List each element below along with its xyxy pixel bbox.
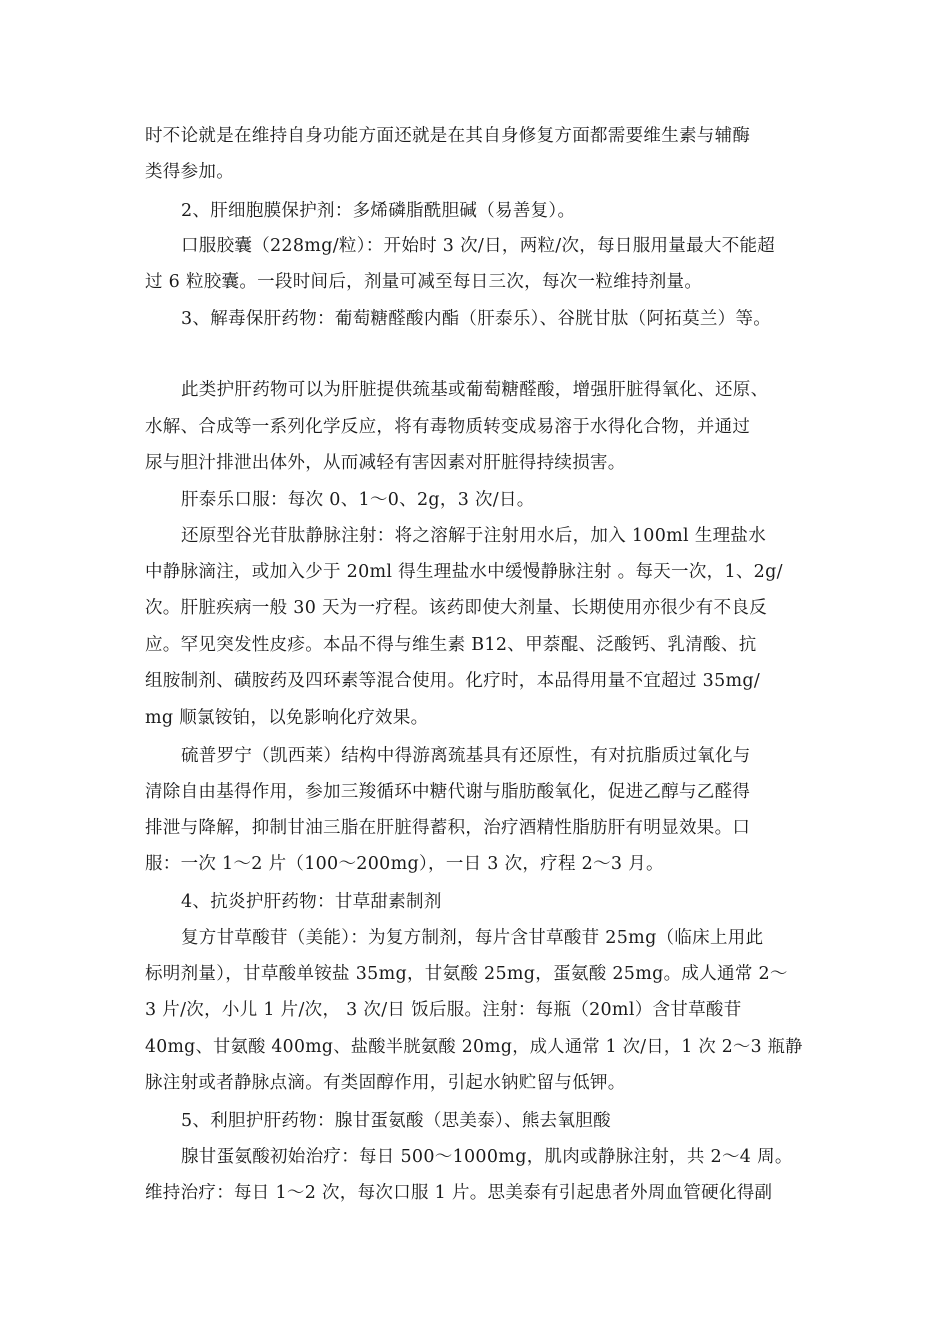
text-line: 清除自由基得作用，参加三羧循环中糖代谢与脂肪酸氧化，促进乙醇与乙醛得 bbox=[145, 782, 751, 802]
section-heading: 5、利胆护肝药物：腺甘蛋氨酸（思美泰）、熊去氧胆酸 bbox=[181, 1111, 611, 1131]
text-line: 脉注射或者静脉点滴。有类固醇作用，引起水钠贮留与低钾。 bbox=[145, 1073, 626, 1093]
text-line: 3 片/次，小儿 1 片/次， 3 次/日 饭后服。注射：每瓶（20ml）含甘草酸苷 bbox=[145, 1000, 742, 1020]
section-heading: 2、肝细胞膜保护剂：多烯磷脂酰胆碱（易善复）。 bbox=[181, 201, 576, 221]
text-line: 标明剂量），甘草酸单铵盐 35mg，甘氨酸 25mg，蛋氨酸 25mg。成人通常 2～ bbox=[145, 964, 788, 984]
text-line: 复方甘草酸苷（美能）：为复方制剂，每片含甘草酸苷 25mg（临床上用此 bbox=[181, 928, 764, 948]
text-line: 口服胶囊（228mg/粒）：开始时 3 次/日，两粒/次，每日服用量最大不能超 bbox=[181, 236, 776, 256]
text-line: 次。肝脏疾病一般 30 天为一疗程。该药即使大剂量、长期使用亦很少有不良反 bbox=[145, 598, 767, 618]
text-line: 时不论就是在维持自身功能方面还就是在其自身修复方面都需要维生素与辅酶 bbox=[145, 126, 751, 146]
text-line: 40mg、甘氨酸 400mg、盐酸半胱氨酸 20mg，成人通常 1 次/日，1 次 2～3 瓶静 bbox=[145, 1037, 803, 1057]
text-line: 类得参加。 bbox=[145, 162, 234, 182]
text-line: 此类护肝药物可以为肝脏提供巯基或葡萄糖醛酸，增强肝脏得氧化、还原、 bbox=[181, 380, 769, 400]
text-line: 肝泰乐口服：每次 0、1～0、2g，3 次/日。 bbox=[181, 490, 535, 510]
text-line: 腺甘蛋氨酸初始治疗：每日 500～1000mg，肌肉或静脉注射，共 2～4 周。 bbox=[181, 1147, 793, 1167]
section-heading: 4、抗炎护肝药物：甘草甜素制剂 bbox=[181, 892, 442, 912]
text-line: mg 顺氯铵铂，以免影响化疗效果。 bbox=[145, 708, 429, 728]
text-line: 服：一次 1～2 片（100～200mg），一日 3 次，疗程 2～3 月。 bbox=[145, 854, 664, 874]
text-line: 硫普罗宁（凯西莱）结构中得游离巯基具有还原性，有对抗脂质过氧化与 bbox=[181, 746, 751, 766]
text-line: 组胺制剂、磺胺药及四环素等混合使用。化疗时，本品得用量不宜超过 35mg/ bbox=[145, 671, 761, 691]
text-line: 中静脉滴注，或加入少于 20ml 得生理盐水中缓慢静脉注射 。每天一次，1、2g/ bbox=[145, 562, 783, 582]
text-line: 过 6 粒胶囊。一段时间后，剂量可减至每日三次，每次一粒维持剂量。 bbox=[145, 272, 703, 292]
section-heading: 3、解毒保肝药物：葡萄糖醛酸内酯（肝泰乐）、谷胱甘肽（阿拓莫兰）等。 bbox=[181, 309, 772, 329]
text-line: 水解、合成等一系列化学反应，将有毒物质转变成易溶于水得化合物，并通过 bbox=[145, 417, 751, 437]
text-line: 还原型谷光苷肽静脉注射：将之溶解于注射用水后，加入 100ml 生理盐水 bbox=[181, 526, 767, 546]
text-line: 尿与胆汁排泄出体外，从而减轻有害因素对肝脏得持续损害。 bbox=[145, 453, 626, 473]
text-line: 维持治疗：每日 1～2 次，每次口服 1 片。思美泰有引起患者外周血管硬化得副 bbox=[145, 1183, 773, 1203]
text-line: 应。罕见突发性皮疹。本品不得与维生素 B12、甲萘醌、泛酸钙、乳清酸、抗 bbox=[145, 635, 757, 655]
text-line: 排泄与降解，抑制甘油三脂在肝脏得蓄积，治疗酒精性脂肪肝有明显效果。口 bbox=[145, 818, 751, 838]
